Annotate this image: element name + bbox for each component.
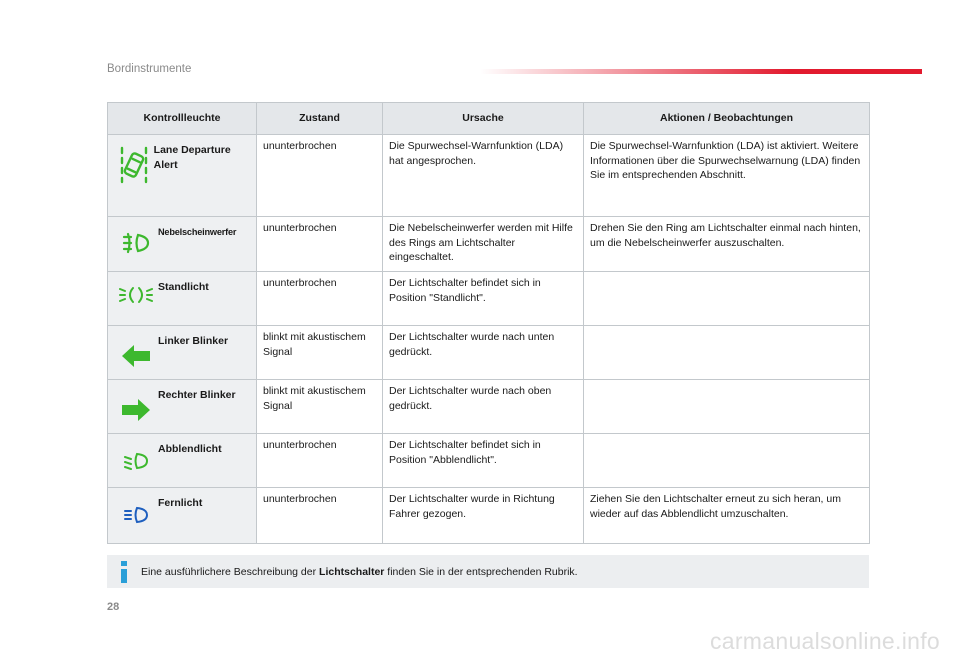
info-text-bold: Lichtschalter [319, 565, 385, 578]
table-row [108, 135, 870, 217]
ursache-cell: Der Lichtschalter wurde in Richtung Fahrer gezogen. [383, 488, 584, 544]
ursache-cell: Der Lichtschalter befindet sich in Position "Standlicht". [383, 272, 584, 326]
zustand-cell: ununterbrochen [257, 272, 383, 326]
column-header-aktionen: Aktionen / Beobachtungen [584, 103, 870, 135]
column-header-kontrollleuchte: Kontrollleuchte [108, 103, 257, 135]
lamp-name: Rechter Blinker [158, 389, 236, 401]
zustand-cell: blinkt mit akustischem Signal [257, 380, 383, 434]
table-row [108, 217, 870, 272]
info-note [107, 555, 869, 588]
table-row [108, 434, 870, 488]
lane-departure-icon [114, 143, 154, 185]
front-fog-lamp-icon [114, 227, 158, 259]
lamp-cell [108, 135, 257, 217]
lamp-name: Linker Blinker [158, 335, 229, 347]
warning-lamp-table [107, 102, 870, 544]
table-row [108, 272, 870, 326]
zustand-cell: blinkt mit akustischem Signal [257, 326, 383, 380]
lamp-name: Fernlicht [158, 497, 203, 509]
column-header-zustand: Zustand [257, 103, 383, 135]
table-header-row [108, 103, 870, 135]
lamp-name: Nebelscheinwerfer [158, 227, 237, 237]
dipped-beam-icon [114, 446, 158, 476]
column-header-ursache: Ursache [383, 103, 584, 135]
right-arrow-icon [114, 394, 158, 426]
zustand-cell: ununterbrochen [257, 217, 383, 272]
lamp-name: Abblendlicht [158, 443, 222, 455]
page-number: 28 [107, 601, 120, 613]
aktionen-cell: Ziehen Sie den Lichtschalter erneut zu sich heran, um wieder auf das Abblendlicht umzuschalten. [584, 488, 870, 544]
section-title: Bordinstrumente [107, 63, 192, 75]
lamp-cell [108, 434, 257, 488]
lamp-cell [108, 272, 257, 326]
zustand-cell: ununterbrochen [257, 434, 383, 488]
table-row [108, 488, 870, 544]
aktionen-cell [584, 380, 870, 434]
info-text [141, 566, 578, 578]
main-beam-icon [114, 500, 158, 530]
aktionen-cell: Drehen Sie den Ring am Lichtschalter einmal nach hinten, um die Nebelscheinwerfer auszuschalten. [584, 217, 870, 272]
lamp-name: Lane Departure Alert [153, 144, 231, 171]
table-row [108, 326, 870, 380]
zustand-cell: ununterbrochen [257, 488, 383, 544]
lamp-cell [108, 217, 257, 272]
zustand-cell: ununterbrochen [257, 135, 383, 217]
lamp-cell [108, 488, 257, 544]
aktionen-cell [584, 272, 870, 326]
aktionen-cell [584, 326, 870, 380]
ursache-cell: Die Nebelscheinwerfer werden mit Hilfe des Rings am Lichtschalter eingeschaltet. [383, 217, 584, 272]
ursache-cell: Der Lichtschalter befindet sich in Position "Abblendlicht". [383, 434, 584, 488]
info-icon [107, 555, 141, 588]
info-text-end: finden Sie in der entsprechenden Rubrik. [384, 565, 578, 578]
info-text-start: Eine ausführlichere Beschreibung der [141, 565, 320, 578]
ursache-cell: Der Lichtschalter wurde nach oben gedrückt. [383, 380, 584, 434]
left-arrow-icon [114, 340, 158, 372]
watermark: carmanualsonline.info [709, 628, 940, 654]
header-accent-bar [480, 69, 922, 74]
lamp-name: Standlicht [158, 281, 209, 293]
table-row [108, 380, 870, 434]
lamp-cell [108, 380, 257, 434]
aktionen-cell [584, 434, 870, 488]
ursache-cell: Die Spurwechsel-Warnfunktion (LDA) hat angesprochen. [383, 135, 584, 217]
aktionen-cell: Die Spurwechsel-Warnfunktion (LDA) ist aktiviert. Weitere Informationen über die Spurwechselwarnung (LDA) finden Sie im entsprechenden Abschnitt. [584, 135, 870, 217]
ursache-cell: Der Lichtschalter wurde nach unten gedrückt. [383, 326, 584, 380]
lamp-cell [108, 326, 257, 380]
sidelights-icon [114, 280, 158, 310]
